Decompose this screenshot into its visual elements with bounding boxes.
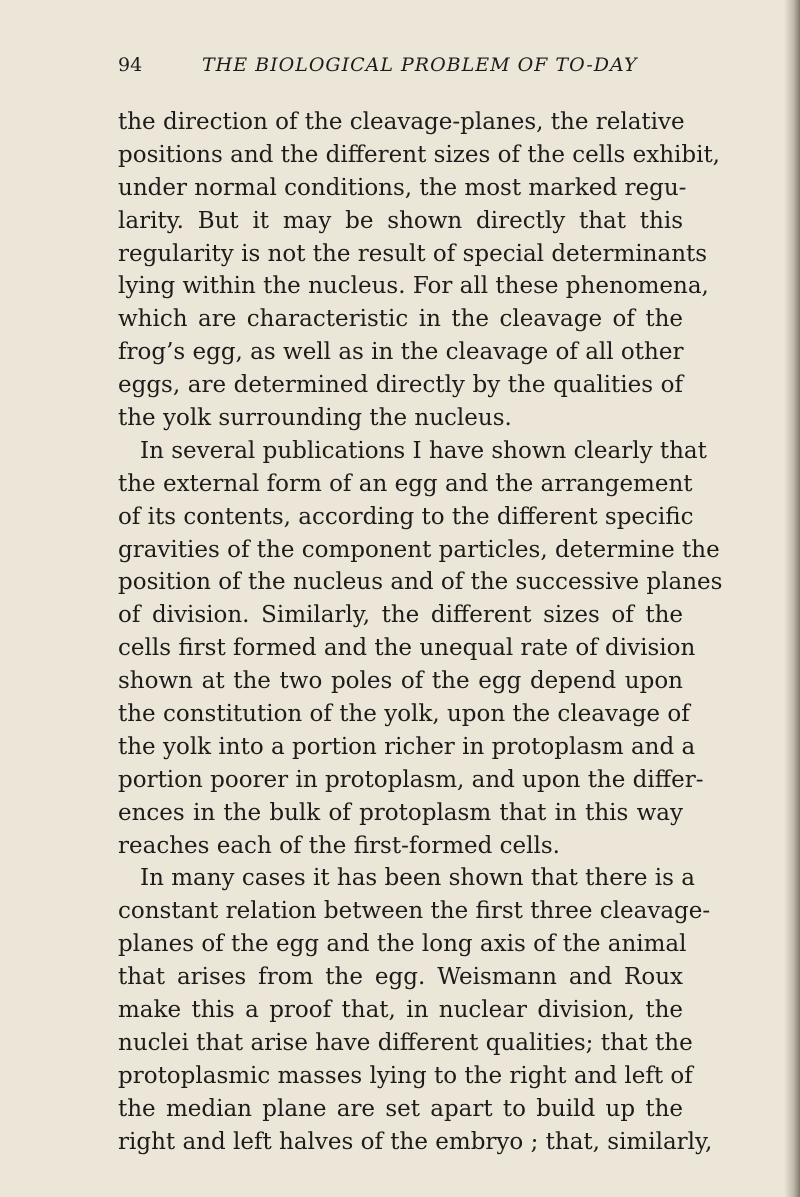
text-line: make this a proof that, in nuclear division, the [118, 997, 683, 1024]
text-line: under normal conditions, the most marked regu- [118, 174, 687, 201]
text-line: the yolk into a portion richer in protoplasm and a [118, 733, 696, 760]
text-line: eggs, are determined directly by the qualities of [118, 372, 683, 399]
text-line: portion poorer in protoplasm, and upon the differ- [118, 766, 704, 793]
text-line: the constitution of the yolk, upon the cleavage of [118, 701, 690, 728]
text-line: nuclei that arise have different qualities; that the [118, 1029, 693, 1056]
page-header [118, 50, 683, 80]
text-line: frog’s egg, as well as in the cleavage of all other [118, 339, 684, 366]
text-line: the external form of an egg and the arrangement [118, 470, 693, 497]
text-line: of its contents, according to the different specific [118, 503, 694, 530]
text-line: larity. But it may be shown directly that this [118, 207, 683, 234]
page-number: 94 [118, 54, 143, 76]
text-line: the yolk surrounding the nucleus. [118, 405, 512, 432]
running-title: THE BIOLOGICAL PROBLEM OF TO-DAY [202, 54, 638, 76]
page-edge-shadow [784, 0, 800, 1197]
text-line: In several publications I have shown clearly that [140, 437, 707, 464]
text-line: ences in the bulk of protoplasm that in this way [118, 799, 683, 826]
text-line: gravities of the component particles, determine the [118, 536, 720, 563]
text-line: cells first formed and the unequal rate of division [118, 635, 696, 662]
text-line: reaches each of the first-formed cells. [118, 832, 560, 859]
text-line: regularity is not the result of special determinants [118, 240, 708, 267]
text-line: of division. Similarly, the different sizes of the [118, 602, 683, 629]
text-line: right and left halves of the embryo ; that, similarly, [118, 1128, 713, 1155]
text-line: planes of the egg and the long axis of the animal [118, 931, 687, 958]
text-line: that arises from the egg. Weismann and Roux [118, 964, 683, 991]
body-text [118, 106, 723, 1159]
text-line: shown at the two poles of the egg depend upon [118, 668, 683, 695]
text-line: which are characteristic in the cleavage of the [118, 306, 683, 333]
text-line: the direction of the cleavage-planes, the relative [118, 109, 685, 135]
text-line: positions and the different sizes of the cells exhibit, [118, 141, 720, 168]
text-line: protoplasmic masses lying to the right and left of [118, 1062, 693, 1089]
text-line: the median plane are set apart to build up the [118, 1095, 683, 1122]
text-line: In many cases it has been shown that there is a [140, 865, 695, 892]
text-line: constant relation between the first three cleavage- [118, 898, 711, 925]
text-line: lying within the nucleus. For all these phenomena, [118, 273, 709, 300]
text-line: position of the nucleus and of the successive planes [118, 569, 723, 596]
